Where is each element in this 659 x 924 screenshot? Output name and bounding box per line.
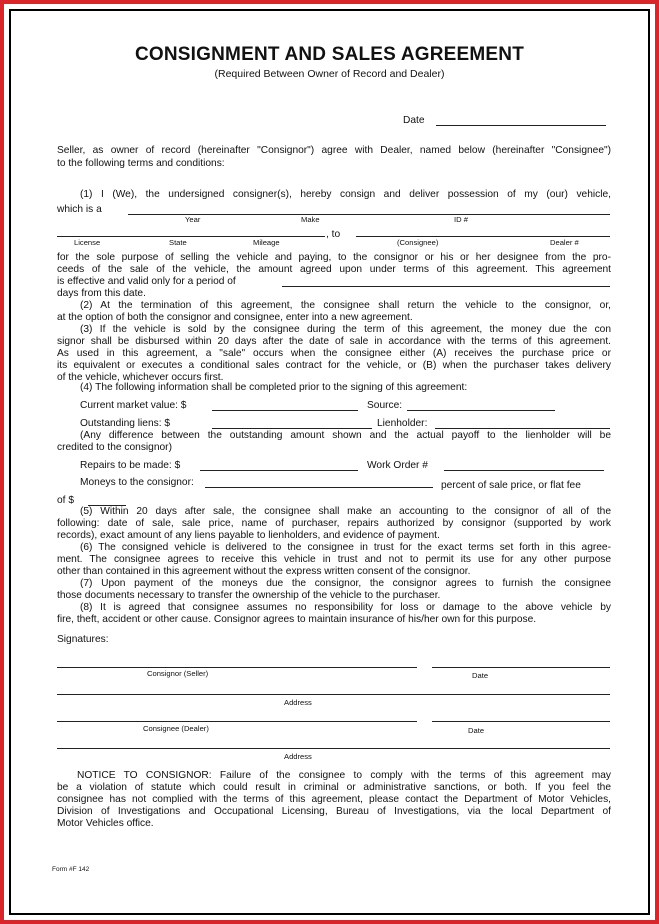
signatures-heading: Signatures:	[57, 634, 109, 645]
p1-line-2: which is a	[57, 204, 102, 215]
source-line[interactable]	[407, 410, 555, 411]
period-line[interactable]	[282, 286, 610, 287]
date-line[interactable]	[436, 125, 606, 126]
p8-line-2: fire, theft, accident or other cause. Consignor agrees to maintain insurance of his/her own for this purpose.	[57, 614, 537, 625]
diff-line-1: (Any difference between the outstanding amount shown and the actual payoff to the lienholder will be	[80, 430, 611, 441]
label-consignor-seller: Consignor (Seller)	[147, 669, 209, 678]
label-consignee: (Consignee)	[397, 238, 439, 247]
label-state: State	[169, 238, 187, 247]
label-consignee-dealer: Consignee (Dealer)	[143, 724, 209, 733]
form-number: Form #F 142	[52, 866, 90, 873]
lienholder-line[interactable]	[435, 428, 610, 429]
date-label: Date	[403, 115, 425, 126]
p5-line-1: (5) Within 20 days after sale, the consignee shall make an accounting to the consignor of all of the	[80, 506, 611, 517]
moneys-line[interactable]	[205, 487, 433, 488]
p5-line-2: following: date of sale, sale price, name of purchaser, repairs authorized by consignor (supported by work	[57, 518, 611, 529]
p1-line-5: is effective and valid only for a period of	[57, 276, 236, 287]
p6-line-1: (6) The consigned vehicle is delivered to the consignee in trust for the exact terms set forth in this agree-	[80, 542, 611, 553]
notice-line-4: Division of Investigations and Occupational Licensing, Bureau of Investigations, via the local Department of	[57, 806, 611, 817]
label-consignor-date: Date	[472, 671, 489, 680]
p6-line-2: ment. The consignee agrees to receive this vehicle in trust and not to permit its use for any other purpose	[57, 554, 611, 565]
document-title: CONSIGNMENT AND SALES AGREEMENT	[134, 44, 525, 65]
label-license: License	[74, 238, 101, 247]
p3-line-2: signor shall be disbursed within 20 days after the date of sale in accordance with the terms of this agreement.	[57, 336, 611, 347]
consignee-date-line[interactable]	[432, 721, 610, 722]
p2-line-1: (2) At the termination of this agreement, the consignee shall return the vehicle to the consignor, or,	[80, 300, 611, 311]
p6-line-3: other than contained in this agreement without the express written consent of the consignor.	[57, 566, 471, 577]
document-subtitle: (Required Between Owner of Record and Dealer)	[214, 68, 445, 80]
label-consignee-address: Address	[284, 752, 312, 761]
notice-line-2: be a violation of statute which could result in criminal or administrative sanctions, or both. If you feel the	[57, 782, 611, 793]
p3-line-1: (3) If the vehicle is sold by the consignee during the term of this agreement, the money due the con	[80, 324, 611, 335]
diff-line-2: credited to the consignor)	[57, 442, 172, 453]
consignor-date-line[interactable]	[432, 667, 610, 668]
license-line[interactable]	[57, 236, 325, 237]
p1-line-3: for the sole purpose of selling the vehicle and paying, to the consignor or his or her designee from the pro-	[57, 252, 611, 263]
consignor-address-line[interactable]	[57, 694, 610, 695]
p4-intro: (4) The following information shall be completed prior to the signing of this agreement:	[80, 382, 468, 393]
p2-line-2: at the option of both the consignor and consignee, enter into a new agreement.	[57, 312, 413, 323]
moneys-label: Moneys to the consignor:	[80, 477, 194, 488]
p3-line-3: As used in this agreement, a "sale" occurs when the consignee either (A) receives the purchase price or	[57, 348, 611, 359]
consignee-line[interactable]	[356, 236, 610, 237]
market-value-line[interactable]	[212, 410, 358, 411]
work-order-line[interactable]	[444, 470, 604, 471]
market-value-label: Current market value: $	[80, 400, 187, 411]
label-dealer: Dealer #	[550, 238, 579, 247]
notice-line-3: consignee has not complied with the terms of this agreement, please contact the Department of Motor Vehicles,	[57, 794, 611, 805]
liens-label: Outstanding liens: $	[80, 418, 171, 429]
repairs-line[interactable]	[200, 470, 358, 471]
consignee-signature-line[interactable]	[57, 721, 417, 722]
intro-line-2: to the following terms and conditions:	[57, 158, 225, 169]
consignee-address-line[interactable]	[57, 748, 610, 749]
p8-line-1: (8) It is agreed that consignee assumes no responsibility for loss or damage to the above vehicle by	[80, 602, 611, 613]
consignor-signature-line[interactable]	[57, 667, 417, 668]
label-make: Make	[301, 215, 320, 224]
notice-line-5: Motor Vehicles office.	[57, 818, 154, 829]
label-mileage: Mileage	[253, 238, 280, 247]
p1-line-6: days from this date.	[57, 288, 146, 299]
percent-label: percent of sale price, or flat fee	[441, 480, 581, 491]
p1-to: , to	[326, 229, 341, 240]
of-label: of $	[57, 495, 74, 506]
lienholder-label: Lienholder:	[377, 418, 428, 429]
p7-line-2: those documents necessary to transfer the ownership of the vehicle to the purchaser.	[57, 590, 441, 601]
label-consignee-date: Date	[468, 726, 485, 735]
label-year: Year	[185, 215, 201, 224]
intro-line-1: Seller, as owner of record (hereinafter "Consignor") agree with Dealer, named below (hereinafter "Consignee")	[57, 145, 611, 156]
repairs-label: Repairs to be made: $	[80, 460, 181, 471]
p7-line-1: (7) Upon payment of the moneys due the consignor, the consignor agrees to furnish the consignee	[80, 578, 611, 589]
p3-line-5: of the vehicle, whichever occurs first.	[57, 372, 224, 383]
liens-line[interactable]	[212, 428, 372, 429]
p5-line-3: records), exact amount of any liens payable to lienholders, and evidence of payment.	[57, 530, 440, 541]
label-id: ID #	[454, 215, 468, 224]
source-label: Source:	[367, 400, 403, 411]
p1-line-1: (1) I (We), the undersigned consigner(s), hereby consign and deliver possession of my (our) vehicle,	[80, 189, 611, 200]
work-order-label: Work Order #	[367, 460, 428, 471]
label-consignor-address: Address	[284, 698, 312, 707]
p1-line-4: ceeds of the sale of the vehicle, the amount agreed upon under terms of this agreement. This agreement	[57, 264, 611, 275]
p3-line-4: its equivalent or executes a conditional sales contract for the vehicle, or (B) when the purchaser takes delivery	[57, 360, 611, 371]
notice-line-1: NOTICE TO CONSIGNOR: Failure of the consignee to comply with the terms of this agreement may	[77, 770, 611, 781]
